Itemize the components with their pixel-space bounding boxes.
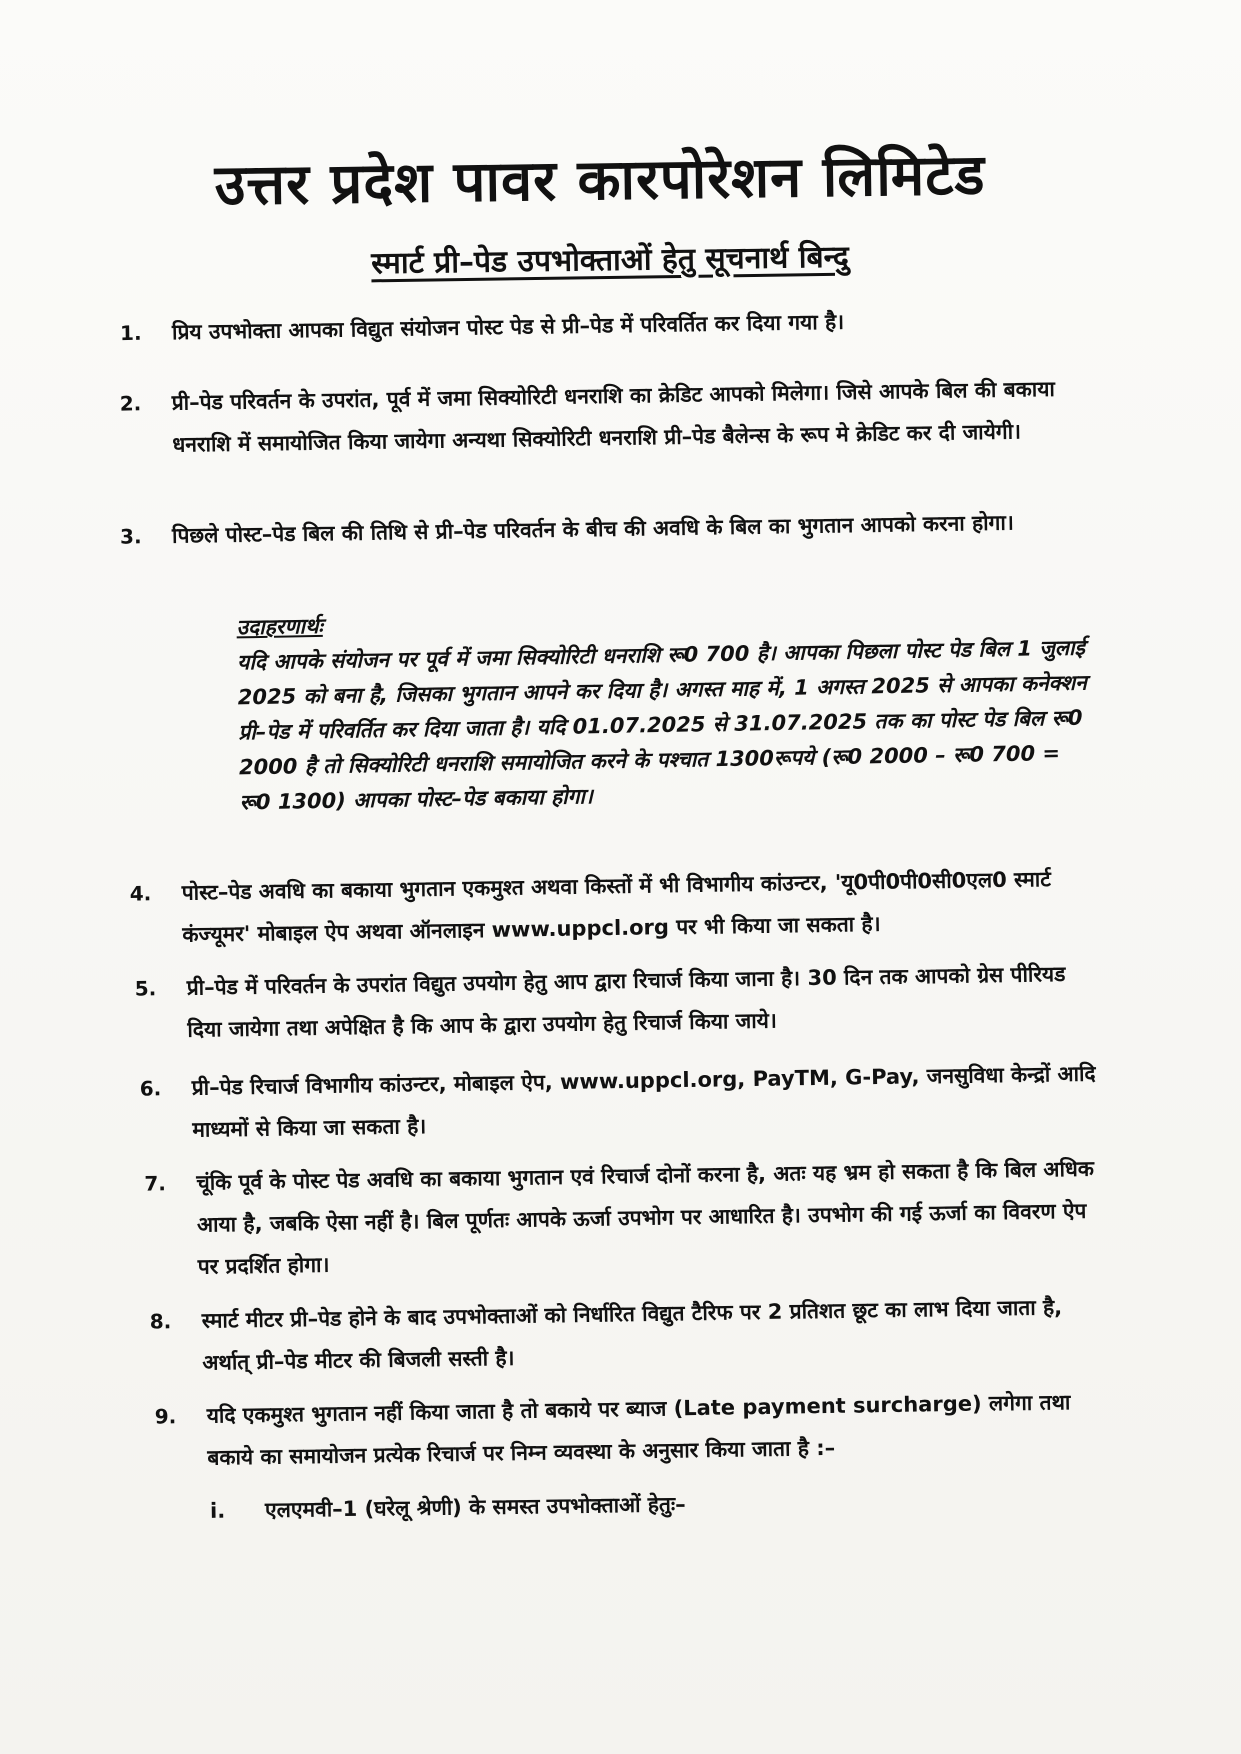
- point-text: स्मार्ट मीटर प्री–पेड होने के बाद उपभोक्ताओं को निर्धारित विद्युत टैरिफ पर 2 प्रतिशत छूट का लाभ दिया जाता है, अर्थात् प्री–पेड मीटर की बिजली सस्ती है।: [201, 1295, 1063, 1375]
- subpoint-text: एलएमवी–1 (घरेलू श्रेणी) के समस्त उपभोक्ताओं हेतुः–: [264, 1492, 686, 1523]
- document-subtitle: स्मार्ट प्री–पेड उपभोक्ताओं हेतु सूचनार्थ बिन्दु: [370, 239, 850, 282]
- point-7: [144, 1147, 1111, 1288]
- point-3: [120, 500, 1086, 557]
- point-number: 8.: [149, 1309, 172, 1334]
- point-number: 1.: [119, 320, 142, 346]
- point-text: चूंकि पूर्व के पोस्ट पेड अवधि का बकाया भुगतान एवं रिचार्ज दोनों करना है, अतः यह भ्रम हो सकता है कि बिल अधिक आया है, जबकि ऐसा नहीं है। बिल पूर्णतः आपके ऊर्जा उपभोग पर आधारित है। उपभोग की गई ऊर्जा का विवरण ऐप पर प्रदर्शित होगा।: [196, 1156, 1095, 1279]
- point-2: [119, 367, 1085, 466]
- example-box: [236, 596, 1090, 821]
- point-9: [154, 1380, 1115, 1479]
- point-number: 4.: [129, 881, 152, 906]
- point-text: प्रिय उपभोक्ता आपका विद्युत संयोजन पोस्ट पेड से प्री–पेड में परिवर्तित कर दिया गया है।: [171, 309, 845, 345]
- point-number: 3.: [119, 524, 142, 549]
- point-text: पिछले पोस्ट–पेड बिल की तिथि से प्री–पेड परिवर्तन के बीच की अवधि के बिल का भुगतान आपको करना होगा।: [171, 510, 1014, 548]
- point-number: 7.: [144, 1171, 167, 1196]
- point-number: 2.: [119, 391, 142, 416]
- subpoint-number: i.: [209, 1498, 226, 1523]
- point-4: [129, 857, 1095, 956]
- point-text: प्री–पेड परिवर्तन के उपरांत, पूर्व में जमा सिक्योरिटी धनराशि का क्रेडिट आपको मिलेगा। जिसे आपके बिल की बकाया धनराशि में समायोजित किया जायेगा अन्यथा सिक्योरिटी धनराशि प्री–पेड बैलेन्स के रूप मे क्रेडिट कर दी जायेगी।: [171, 376, 1056, 457]
- point-text: यदि एकमुश्त भुगतान नहीं किया जाता है तो बकाये पर ब्याज (Late payment surcharge) लगेगा तथा बकाये का समायोजन प्रत्येक रिचार्ज पर निम्न व्यवस्था के अनुसार किया जाता है :–: [206, 1390, 1071, 1470]
- point-text: प्री–पेड रिचार्ज विभागीय कांउन्टर, मोबाइल ऐप, www.uppcl.org, PayTM, G-Pay, जनसुविधा केन्द्रों आदि माध्यमों से किया जा सकता है।: [191, 1061, 1096, 1142]
- subpoint-i: [210, 1481, 910, 1531]
- point-number: 9.: [154, 1404, 177, 1429]
- point-5: [134, 952, 1100, 1051]
- point-1: [120, 298, 1021, 354]
- point-text: पोस्ट–पेड अवधि का बकाया भुगतान एकमुश्त अथवा किस्तों में भी विभागीय कांउन्टर, 'यू0पी0पी0सी0एल0 स्मार्ट कंज्यूमर' मोबाइल ऐप अथवा ऑनलाइन www.uppcl.org पर भी किया जा सकता है।: [181, 867, 1051, 947]
- document-title: उत्तर प्रदेश पावर कारपोरेशन लिमिटेड: [214, 142, 986, 219]
- example-heading: उदाहरणार्थः: [236, 613, 323, 640]
- point-6: [139, 1052, 1105, 1151]
- example-text: यदि आपके संयोजन पर पूर्व में जमा सिक्योरिटी धनराशि रू0 700 है। आपका पिछला पोस्ट पेड बिल 1 जुलाई 2025 को बना है, जिसका भुगतान आपने कर दिया है। अगस्त माह में, 1 अगस्त 2025 से आपका कनेक्शन प्री–पेड में परिवर्तित कर दिया जाता है। यदि 01.07.2025 से 31.07.2025 तक का पोस्ट पेड बिल रू0 2000 है तो सिक्योरिटी धनराशि समायोजित करने के पश्चात 1300रूपये (रू0 2000 – रू0 700 = रू0 1300) आपका पोस्ट–पेड बकाया होगा।: [236, 635, 1088, 815]
- point-number: 5.: [134, 976, 157, 1001]
- point-8: [149, 1285, 1110, 1384]
- point-text: प्री–पेड में परिवर्तन के उपरांत विद्युत उपयोग हेतु आप द्वारा रिचार्ज किया जाना है। 30 दिन तक आपको ग्रेस पीरियड दिया जायेगा तथा अपेक्षित है कि आप के द्वारा उपयोग हेतु रिचार्ज किया जाये।: [186, 961, 1066, 1042]
- point-number: 6.: [139, 1076, 162, 1101]
